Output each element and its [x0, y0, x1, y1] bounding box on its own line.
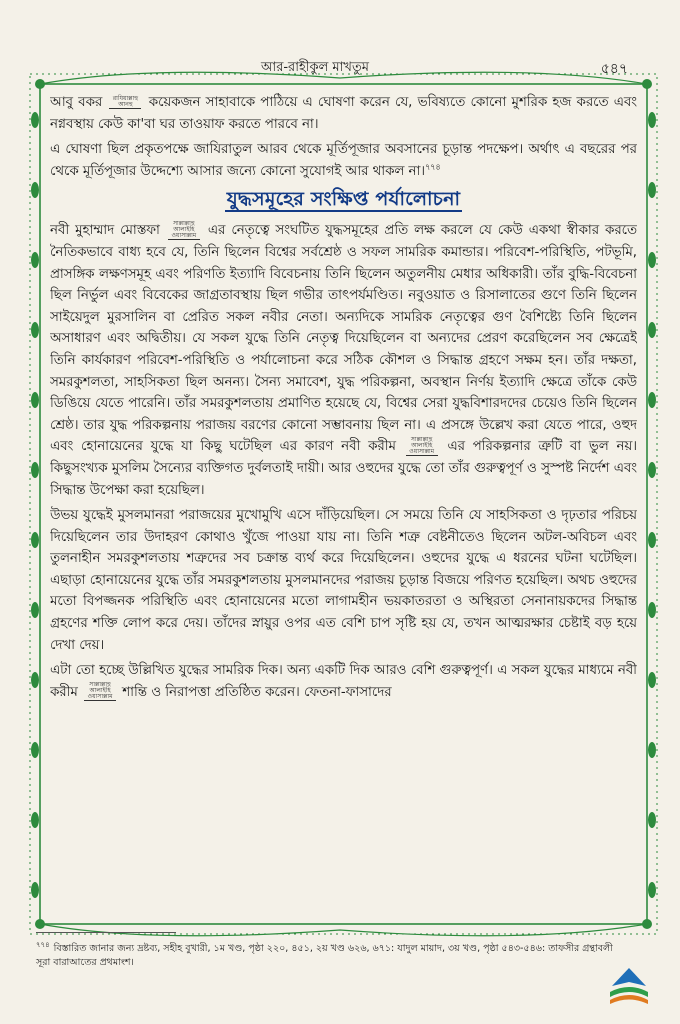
- text-run: এর পরিকল্পনার ত্রুটি বা ভুল নয়। কিছুসংখ্যক মুসলিম সৈন্যের ব্যক্তিগত দুর্বলতাই দায়ী। আর ওহুদের যুদ্ধে তো তাঁর গুরুত্বপূর্ণ ও সুস্পষ্ট নির্দেশ এবং সিদ্ধান্ত উপেক্ষা করা হয়েছিল।: [50, 439, 637, 498]
- paragraph: [50, 660, 637, 703]
- paragraph: [50, 139, 637, 182]
- running-title: আর-রাহীকুল মাখতুম: [261, 60, 369, 75]
- text-run: আবু বকর: [50, 95, 103, 110]
- honorific-ligature: সাল্লাল্লাহু আলাইহি ওয়াসাল্লাম: [168, 221, 200, 240]
- footnote-divider: [36, 932, 176, 933]
- footnote: [36, 938, 616, 970]
- publisher-logo-icon: [604, 964, 654, 1008]
- page-body: [50, 92, 637, 917]
- paragraph: [50, 505, 637, 656]
- honorific-ligature: সাল্লাল্লাহু আলাইহি ওয়াসাল্লাম: [84, 682, 116, 701]
- honorific-ligature: সাল্লাল্লাহু আলাইহি ওয়াসাল্লাম: [406, 437, 438, 456]
- honorific-ligature: রাযিয়াল্লাহু আনহু: [109, 96, 141, 109]
- footnote-reference: ৭৭৪: [425, 162, 441, 172]
- text-run: নবী মুহাম্মাদ মোস্তফা: [50, 223, 160, 239]
- section-heading: [50, 186, 637, 212]
- section-heading-text: যুদ্ধসমূহের সংক্ষিপ্ত পর্যালোচনা: [226, 188, 461, 211]
- text-run: এটা তো হচ্ছে উল্লিখিত যুদ্ধের সামরিক দিক। অন্য একটি দিক আরও বেশি গুরুত্বপূর্ণ। এ সকল যুদ্ধের মাধ্যমে নবী করীম: [50, 663, 637, 700]
- paragraph: [50, 92, 637, 135]
- footnote-marker: ৭৭৪: [36, 941, 50, 949]
- text-run: উভয় যুদ্ধেই মুসলমানরা পরাজয়ের মুখোমুখি এসে দাঁড়িয়েছিল। সে সময়ে তিনি যে সাহসিকতা ও দৃঢ়তার পরিচয় দিয়েছিলেন তার উদাহরণ কোথাও খুঁজে পাওয়া যায় না। তিনি শত্রু বেষ্টনীতেও ছিলেন অটল-অবিচল এবং তুলনাহীন সমরকুশলতায় শত্রুদের সব চক্রান্ত ব্যর্থ করে দিয়েছিলেন। ওহুদের যুদ্ধে এ ধরনের ঘটনা ঘটেছিল। এছাড়া হোনায়েনের যুদ্ধে তাঁর সমরকুশলতায় মুসলমানদের পরাজয় চূড়ান্ত বিজয়ে পরিণত হয়েছিল। অথচ ওহুদের মতো বিপজ্জনক পরিস্থিতি এবং হোনায়েনের মতো লাগামহীন ভয়কাতরতা ও অস্থিরতা সেনানায়কদের সিদ্ধান্ত গ্রহণের শক্তি লোপ করে দেয়। তাঁদের স্নায়ুর ওপর এত বেশি চাপ সৃষ্টি হয় যে, তখন আত্মরক্ষার চেষ্টাই বড় হয়ে দেখা দেয়।: [50, 508, 637, 653]
- footnote-text: বিস্তারিত জানার জন্য দ্রষ্টব্য, সহীহ বুখারী, ১ম খণ্ড, পৃষ্ঠা ২২০, ৪৫১, ২য় খণ্ড ৬২৬, ৬৭১: যাদুল মায়াদ, ৩য় খণ্ড, পৃষ্ঠা ৫৪৩-৫৪৬: তাফসীর গ্রন্থাবলী সূরা বারাআতের প্রথমাংশ।: [36, 943, 613, 969]
- text-run: কয়েকজন সাহাবাকে পাঠিয়ে এ ঘোষণা করেন যে, ভবিষ্যতে কোনো মুশরিক হজ করতে এবং নগ্নবস্থায় কেউ কা'বা ঘর তাওয়াফ করতে পারবে না।: [50, 95, 637, 132]
- paragraph: [50, 220, 637, 501]
- text-run: শান্তি ও নিরাপত্তা প্রতিষ্ঠিত করেন। ফেতনা-ফাসাদের: [122, 684, 392, 700]
- text-run: এ ঘোষণা ছিল প্রকৃতপক্ষে জাযিরাতুল আরব থেকে মূর্তিপূজার অবসানের চূড়ান্ত পদক্ষেপ। অর্থাৎ এ বছরের পর থেকে মূর্তিপূজার উদ্দেশ্যে আসার জন্যে কোনো সুযোগই আর থাকল না।: [50, 142, 637, 179]
- text-run: এর নেতৃত্বে সংঘটিত যুদ্ধসমূহের প্রতি লক্ষ করলে যে কেউ একথা স্বীকার করতে নৈতিকভাবে বাধ্য হবে যে, তিনি ছিলেন বিশ্বের সর্বশ্রেষ্ঠ ও সফল সামরিক কমান্ডার। পরিবেশ-পরিস্থিতি, পটভূমি, প্রাসঙ্গিক লক্ষণসমূহ এবং পরিণতি ইত্যাদি বিবেচনায় তিনি ছিলেন অতুলনীয় মেধার অধিকারী। তাঁর বুদ্ধি-বিবেচনা ছিল নির্ভুল এবং বিবেকের জাগ্রতাবস্থায় ছিল গভীর তাৎপর্যমণ্ডিত। নবুওয়াত ও রিসালাতের গুণে তিনি ছিলেন সাইয়েদুল মুরসালিন বা প্রেরিত সকল নবীর নেতা। অন্যদিকে সামরিক নেতৃত্বের গুণ বৈশিষ্ট্যে তিনি ছিলেন অসাধারণ এবং অদ্বিতীয়। যে সকল যুদ্ধে তিনি নেতৃত্ব দিয়েছিলেন বা অন্যদের প্রেরণ করেছিলেন সব ক্ষেত্রেই তিনি কার্যকারণ পরিবেশ-পরিস্থিতি ও পর্যালোচনা করে সঠিক কৌশল ও সিদ্ধান্ত গ্রহণে সক্ষম হন। তাঁর দক্ষতা, সমরকুশলতা, সাহসিকতা ছিল অনন্য। সৈন্য সমাবেশ, যুদ্ধ পরিকল্পনা, অবস্থান নির্ণয় ইত্যাদি ক্ষেত্রে তাঁকে কেউ ডিঙিয়ে যেতে পারেনি। তাঁর সমরকুশলতায় প্রমাণিত হয়েছে যে, বিশ্বের সেরা যুদ্ধবিশারদদের চেয়েও তিনি ছিলেন শ্রেষ্ঠ। তার যুদ্ধ পরিকল্পনায় পরাজয় বরণের কোনো সম্ভাবনায় ছিল না। এ প্রসঙ্গে উল্লেখ করা যেতে পারে, ওহুদ এবং হোনায়েনের যুদ্ধে যা কিছু ঘটেছিল এর কারণ নবী করীম: [50, 223, 637, 455]
- page-number: ৫৪৭: [600, 61, 628, 77]
